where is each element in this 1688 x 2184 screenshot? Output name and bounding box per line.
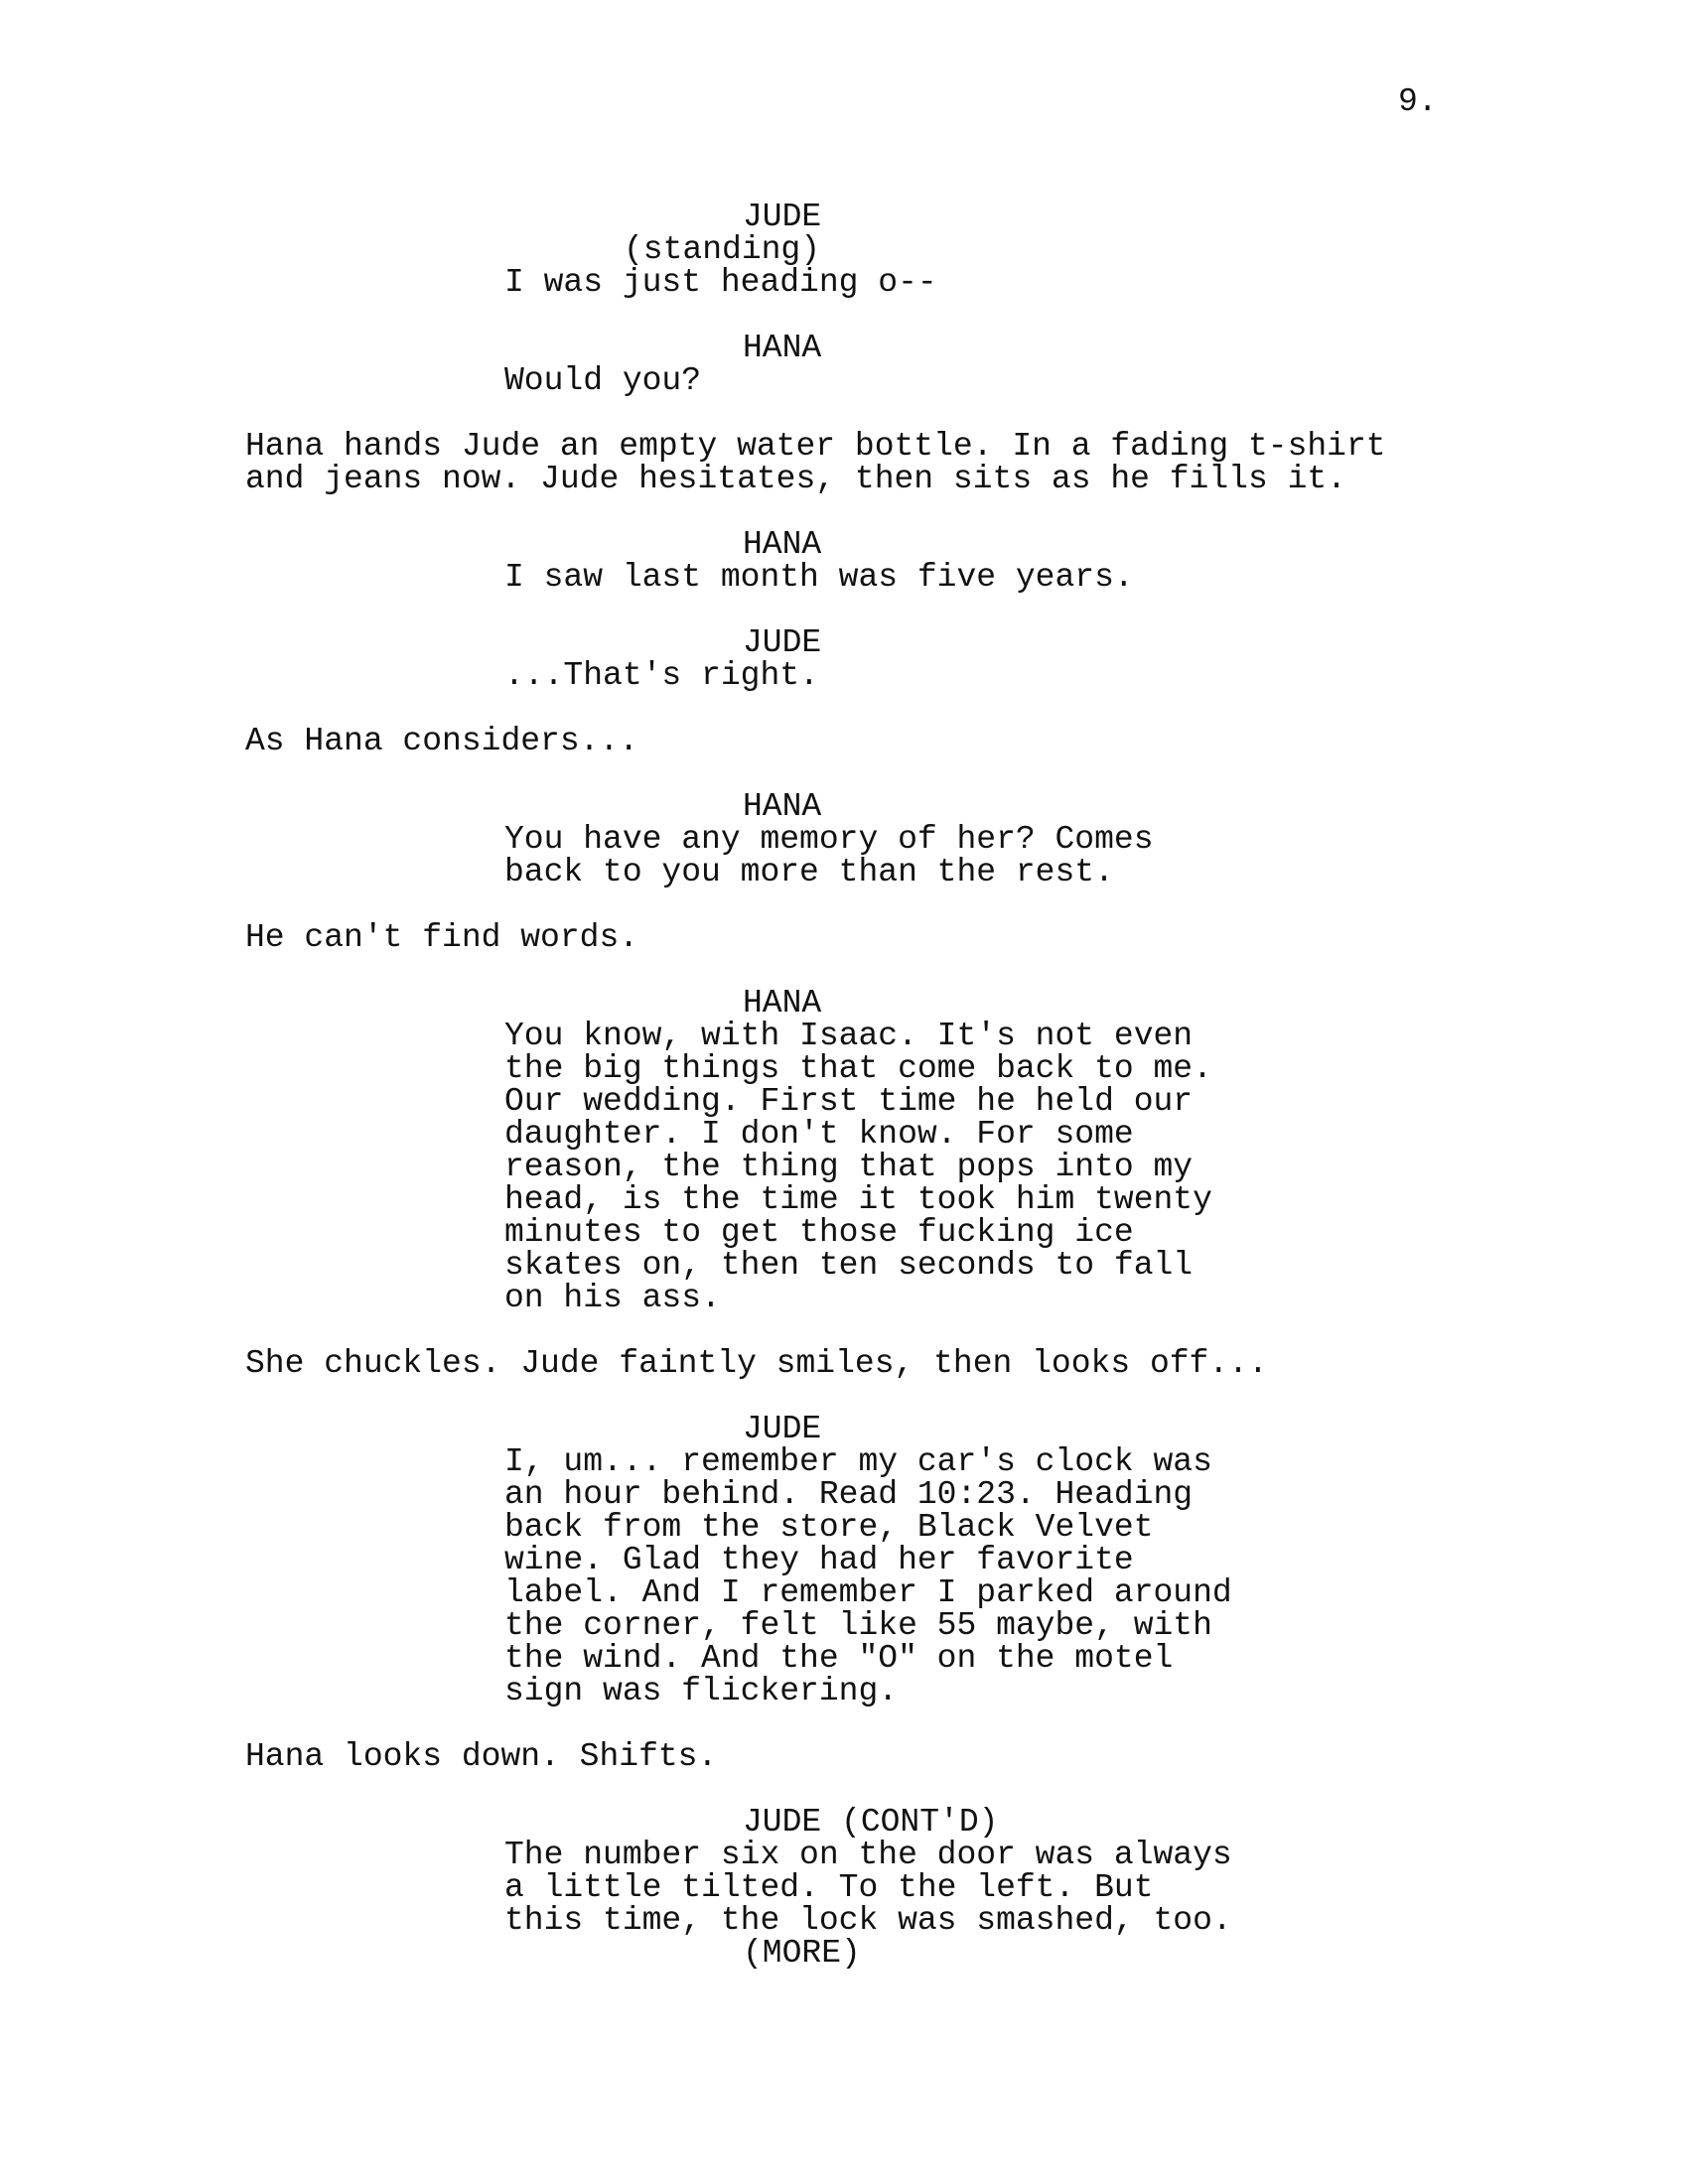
dialogue-line: Our wedding. First time he held our: [504, 1083, 1194, 1120]
dialogue-line: sign was flickering.: [504, 1673, 899, 1709]
character-cue: HANA: [743, 526, 822, 563]
dialogue-line: an hour behind. Read 10:23. Heading: [504, 1476, 1194, 1513]
character-cue: JUDE (CONT'D): [743, 1804, 999, 1841]
action-line: She chuckles. Jude faintly smiles, then looks off...: [245, 1345, 1268, 1382]
page-number: 9.: [1398, 83, 1438, 120]
dialogue-line: back from the store, Black Velvet: [504, 1509, 1154, 1546]
dialogue-line: ...That's right.: [504, 657, 819, 694]
action-line: As Hana considers...: [245, 723, 639, 759]
dialogue-line: the wind. And the "O" on the motel: [504, 1640, 1174, 1677]
dialogue-line: daughter. I don't know. For some: [504, 1116, 1134, 1153]
dialogue-line: You know, with Isaac. It's not even: [504, 1018, 1194, 1054]
dialogue-line: head, is the time it took him twenty: [504, 1181, 1212, 1218]
dialogue-line: You have any memory of her? Comes: [504, 821, 1154, 858]
more-marker: (MORE): [743, 1935, 861, 1972]
action-line: and jeans now. Jude hesitates, then sits as he fills it.: [245, 461, 1346, 497]
dialogue-line: wine. Glad they had her favorite: [504, 1542, 1134, 1578]
dialogue-line: minutes to get those fucking ice: [504, 1214, 1134, 1251]
character-cue: JUDE: [743, 1411, 822, 1447]
dialogue-line: I was just heading o--: [504, 264, 937, 301]
character-cue: JUDE: [743, 624, 822, 661]
dialogue-line: The number six on the door was always: [504, 1837, 1232, 1873]
dialogue-line: the big things that come back to me.: [504, 1050, 1212, 1087]
dialogue-line: on his ass.: [504, 1280, 721, 1316]
action-line: Hana looks down. Shifts.: [245, 1738, 718, 1775]
dialogue-line: label. And I remember I parked around: [504, 1574, 1232, 1611]
character-cue: HANA: [743, 788, 822, 825]
dialogue-line: I saw last month was five years.: [504, 559, 1134, 596]
dialogue-line: Would you?: [504, 362, 702, 399]
character-cue: HANA: [743, 985, 822, 1022]
action-line: He can't find words.: [245, 919, 639, 956]
dialogue-line: skates on, then ten seconds to fall: [504, 1247, 1194, 1284]
dialogue-line: back to you more than the rest.: [504, 854, 1114, 890]
dialogue-line: a little tilted. To the left. But: [504, 1869, 1154, 1906]
parenthetical: (standing): [624, 231, 821, 268]
character-cue: JUDE: [743, 199, 822, 235]
dialogue-line: I, um... remember my car's clock was: [504, 1443, 1212, 1480]
dialogue-line: this time, the lock was smashed, too.: [504, 1902, 1232, 1939]
dialogue-line: the corner, felt like 55 maybe, with: [504, 1607, 1212, 1644]
action-line: Hana hands Jude an empty water bottle. In a fading t-shirt: [245, 428, 1386, 465]
dialogue-line: reason, the thing that pops into my: [504, 1149, 1194, 1185]
character-cue: HANA: [743, 330, 822, 366]
